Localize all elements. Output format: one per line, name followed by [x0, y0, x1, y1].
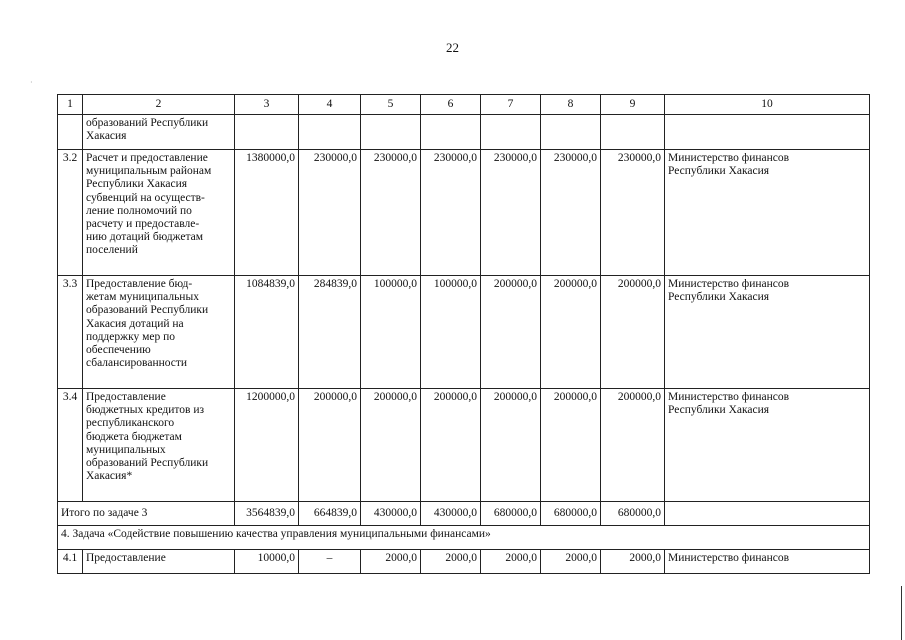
value-cell: 230000,0: [541, 150, 601, 276]
description-line: поселений: [86, 244, 138, 257]
executor-cell: Министерство финансов: [665, 550, 870, 574]
value-cell: 1200000,0: [235, 389, 299, 502]
value-cell: 1380000,0: [235, 150, 299, 276]
scan-artifact: ·: [30, 78, 33, 87]
description-line: обеспечению: [86, 344, 151, 357]
value-cell: 230000,0: [361, 150, 421, 276]
description-line: республиканского: [86, 417, 175, 430]
value-cell: 2000,0: [601, 550, 665, 574]
column-number: 3: [235, 95, 299, 115]
column-number: 1: [58, 95, 83, 115]
table-row: [58, 550, 870, 574]
total-value: 664839,0: [299, 502, 361, 526]
value-cell: 200000,0: [481, 276, 541, 389]
executor-cell: [665, 502, 870, 526]
task-title: 4. Задача «Содействие повышению качества управления муниципальными финансами»: [58, 526, 870, 550]
column-number: 2: [83, 95, 235, 115]
description-line: бюджета бюджетам: [86, 430, 182, 443]
description-line: Хакасия: [86, 130, 127, 143]
description-line: Расчет и предоставление: [86, 152, 208, 164]
description-line: образований Республики: [86, 304, 209, 317]
value-cell: 200000,0: [299, 389, 361, 502]
value-cell: 230000,0: [601, 150, 665, 276]
value-cell: [235, 115, 299, 150]
executor-line: Республики Хакасия: [668, 291, 770, 304]
description-line: муниципальных: [86, 443, 166, 456]
value-cell: [361, 115, 421, 150]
total-value: 680000,0: [541, 502, 601, 526]
description-line: Предоставление бюд-: [86, 278, 193, 290]
description-line: муниципальным районам: [86, 165, 212, 178]
description-line: нию дотаций бюджетам: [86, 231, 203, 244]
value-cell: [299, 115, 361, 150]
value-cell: [601, 115, 665, 150]
page-number: 22: [446, 40, 459, 55]
row-description: [83, 115, 235, 150]
value-cell: 230000,0: [421, 150, 481, 276]
row-description: [83, 150, 235, 276]
executor-cell: [665, 276, 870, 389]
value-cell: 200000,0: [541, 276, 601, 389]
row-index: 4.1: [58, 550, 83, 574]
row-index: [58, 115, 83, 150]
value-cell: 284839,0: [299, 276, 361, 389]
description-line: жетам муниципальных: [86, 291, 199, 304]
value-cell: 200000,0: [421, 389, 481, 502]
description-line: образований Республики: [86, 117, 209, 129]
value-cell: 2000,0: [541, 550, 601, 574]
value-cell: 10000,0: [235, 550, 299, 574]
row-index: 3.4: [58, 389, 83, 502]
row-index: 3.3: [58, 276, 83, 389]
value-cell: 2000,0: [481, 550, 541, 574]
description-line: образований Республики: [86, 457, 209, 470]
table-row: [58, 389, 870, 502]
table-row: [58, 150, 870, 276]
value-cell: [481, 115, 541, 150]
column-number: 7: [481, 95, 541, 115]
executor-cell: [665, 150, 870, 276]
page-edge-line: [901, 586, 902, 640]
description-line: Хакасия дотаций на: [86, 317, 184, 330]
description-line: субвенций на осуществ-: [86, 191, 205, 204]
description-line: Предоставление: [86, 391, 166, 403]
column-number: 6: [421, 95, 481, 115]
executor-line: Республики Хакасия: [668, 165, 770, 178]
value-cell: [541, 115, 601, 150]
description-line: бюджетных кредитов из: [86, 404, 205, 417]
value-cell: 200000,0: [601, 276, 665, 389]
executor-line: Министерство финансов: [668, 278, 790, 290]
column-number: 8: [541, 95, 601, 115]
total-value: 680000,0: [601, 502, 665, 526]
column-number: 9: [601, 95, 665, 115]
value-cell: 200000,0: [481, 389, 541, 502]
value-cell: 1084839,0: [235, 276, 299, 389]
value-cell: 2000,0: [361, 550, 421, 574]
value-cell: 200000,0: [601, 389, 665, 502]
column-number: 5: [361, 95, 421, 115]
description-line: расчету и предоставле-: [86, 218, 200, 231]
total-row: [58, 502, 870, 526]
executor-cell: [665, 115, 870, 150]
executor-line: Республики Хакасия: [668, 404, 770, 417]
column-number: 10: [665, 95, 870, 115]
value-cell: 230000,0: [299, 150, 361, 276]
value-cell: –: [299, 550, 361, 574]
value-cell: 2000,0: [421, 550, 481, 574]
description-line: Республики Хакасия: [86, 178, 188, 191]
value-cell: 200000,0: [541, 389, 601, 502]
total-value: 430000,0: [421, 502, 481, 526]
value-cell: [421, 115, 481, 150]
total-value: 3564839,0: [235, 502, 299, 526]
total-value: 680000,0: [481, 502, 541, 526]
row-index: 3.2: [58, 150, 83, 276]
budget-table: [57, 94, 870, 574]
value-cell: 100000,0: [421, 276, 481, 389]
value-cell: 100000,0: [361, 276, 421, 389]
total-label: Итого по задаче 3: [58, 502, 235, 526]
executor-line: Министерство финансов: [668, 152, 790, 164]
table-row-continuation: [58, 115, 870, 150]
description-line: сбалансированности: [86, 357, 188, 370]
row-description: [83, 276, 235, 389]
description-line: поддержку мер по: [86, 330, 176, 343]
description-line: ление полномочий по: [86, 204, 192, 217]
column-number: 4: [299, 95, 361, 115]
executor-line: Министерство финансов: [668, 391, 790, 403]
row-description: [83, 389, 235, 502]
value-cell: 200000,0: [361, 389, 421, 502]
total-value: 430000,0: [361, 502, 421, 526]
executor-cell: [665, 389, 870, 502]
row-description: Предоставление: [83, 550, 235, 574]
task-heading-row: [58, 526, 870, 550]
description-line: Хакасия*: [86, 470, 133, 483]
column-number-row: [58, 95, 870, 115]
value-cell: 230000,0: [481, 150, 541, 276]
table-row: [58, 276, 870, 389]
